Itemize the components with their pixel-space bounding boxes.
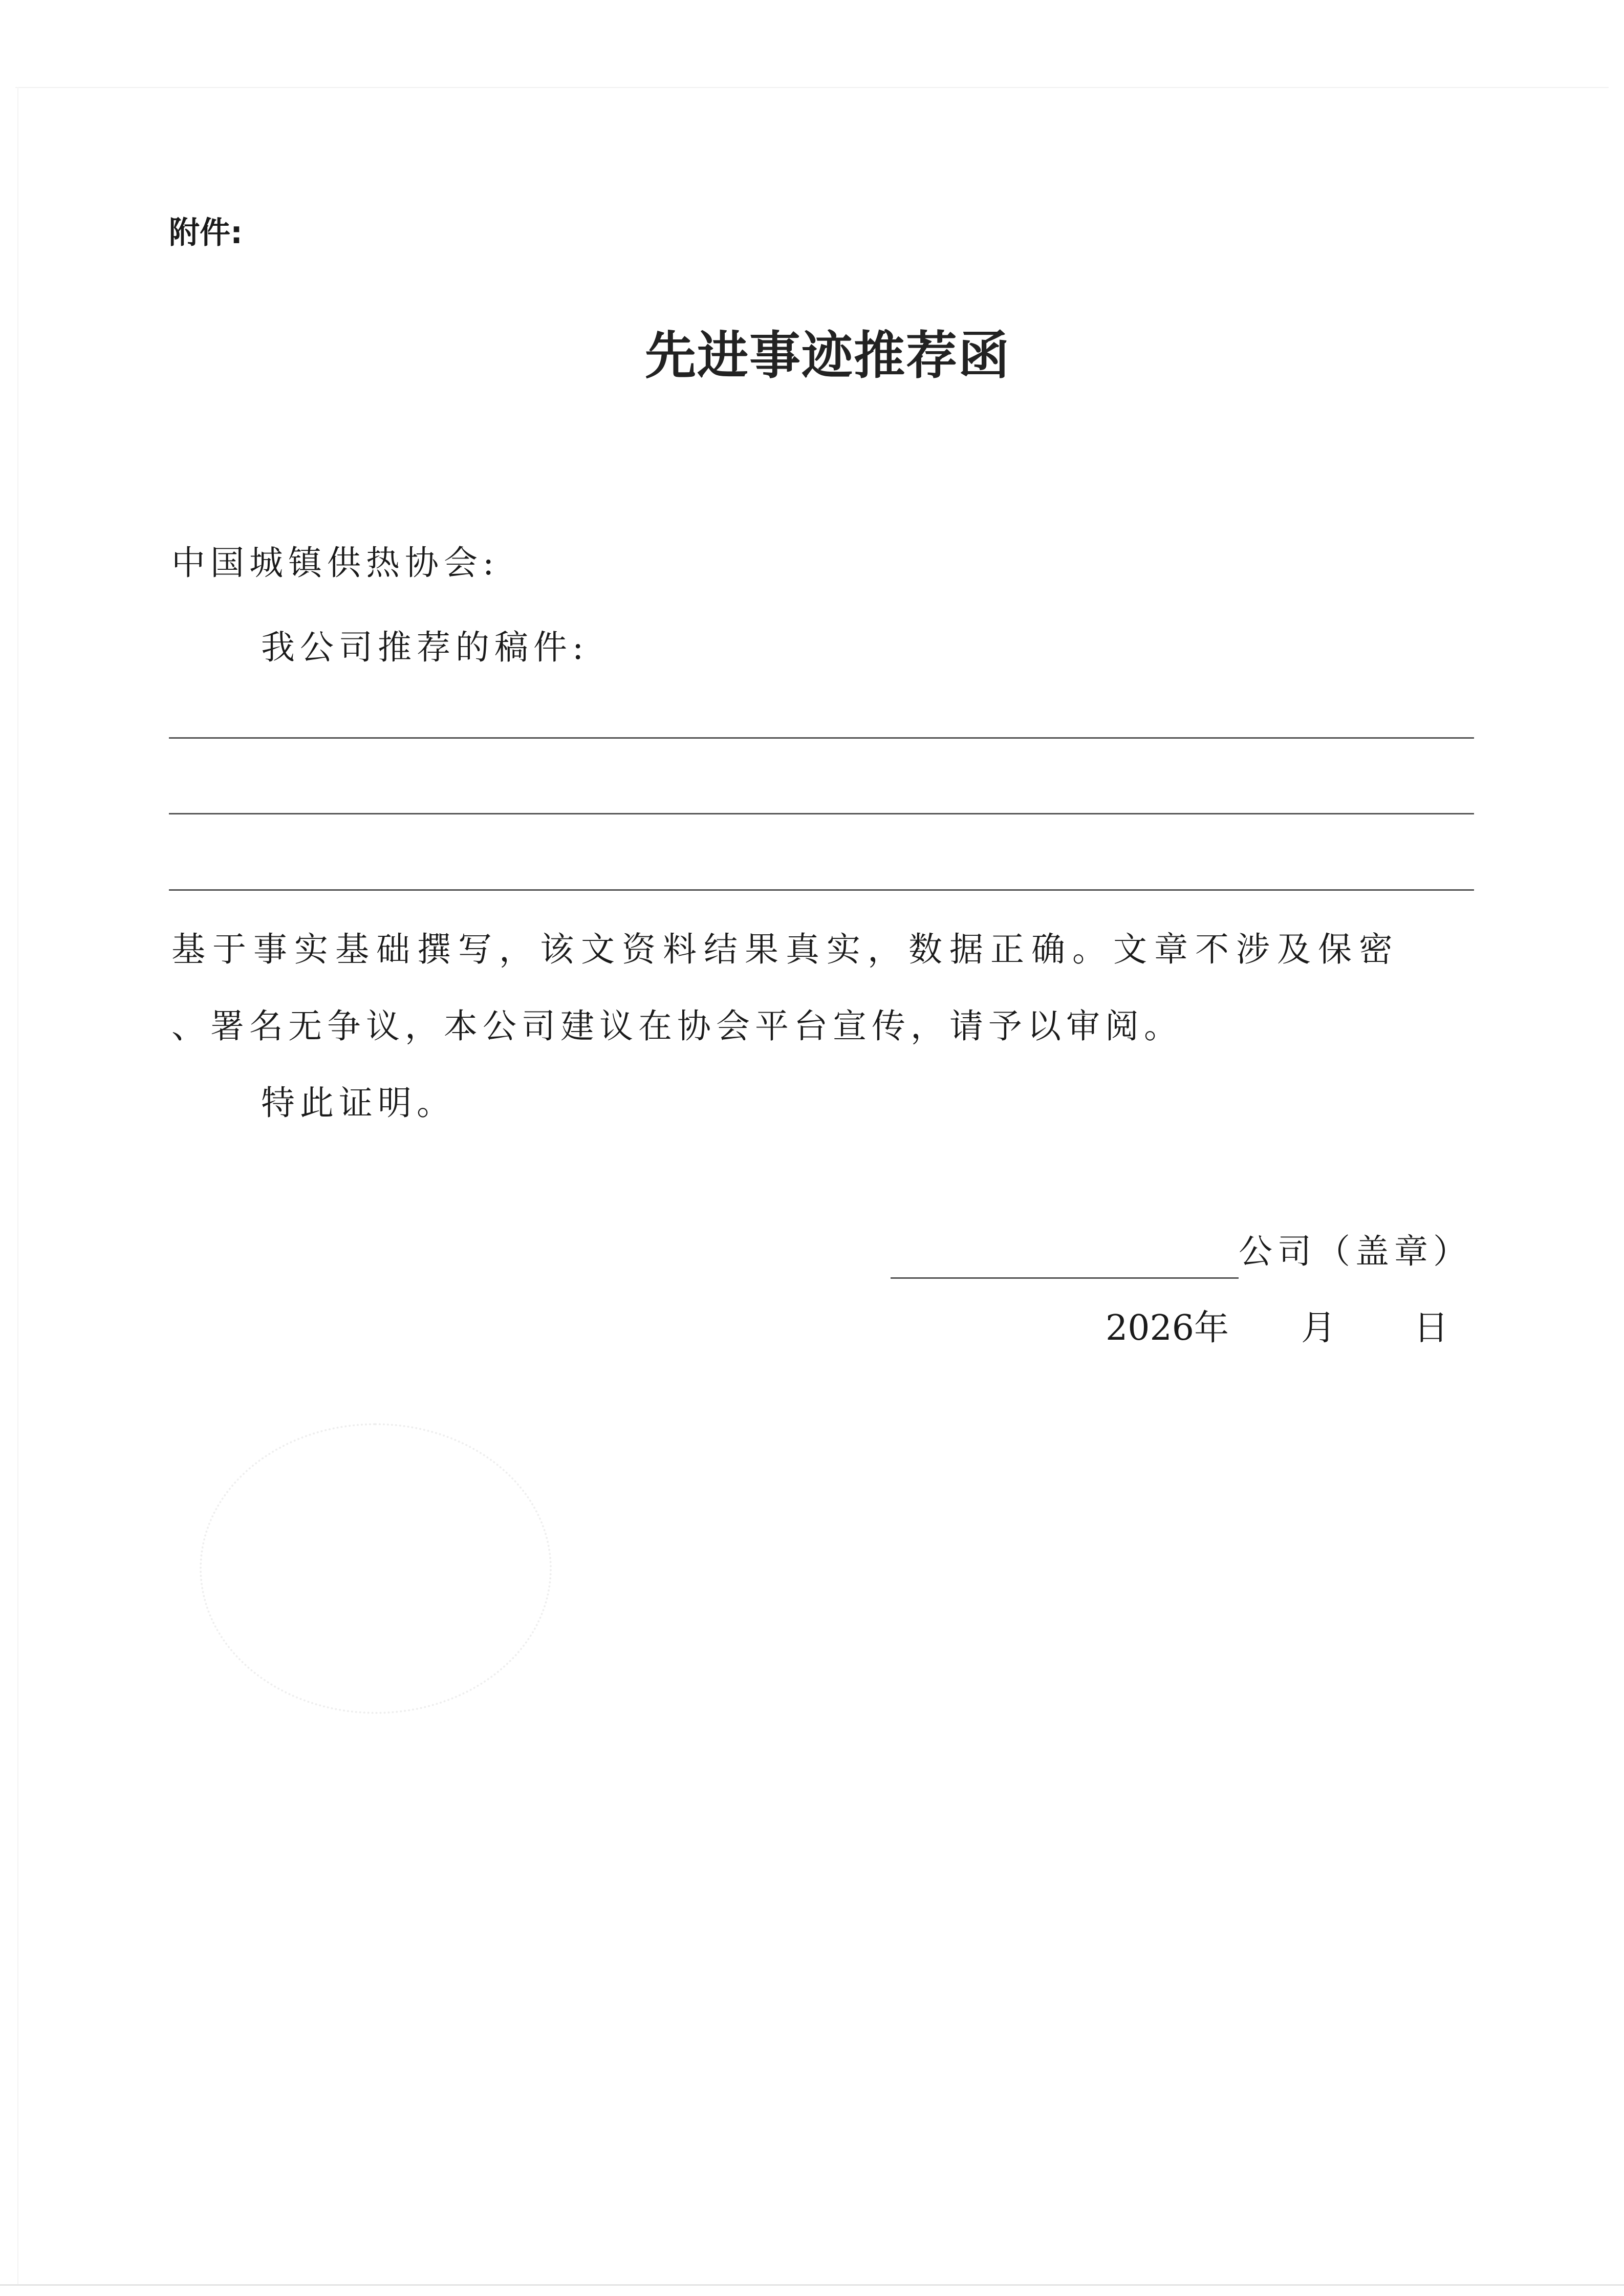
paragraph-line-1: 基于事实基础撰写，该文资料结果真实，数据正确。文章不涉及保密 [171, 930, 1400, 969]
fill-in-line-1 [169, 737, 1474, 739]
scan-edge-left [17, 87, 18, 2286]
faint-seal-impression [200, 1423, 552, 1714]
date-year: 2026年 [1106, 1308, 1229, 1348]
document-title: 先进事迹推荐函 [645, 326, 1010, 385]
scan-edge-top [15, 87, 1609, 88]
recommend-line: 我公司推荐的稿件: [261, 628, 589, 667]
fill-in-line-2 [169, 813, 1474, 814]
date-day: 日 [1414, 1308, 1449, 1348]
attachment-label: 附件: [169, 215, 243, 251]
company-name-blank [891, 1277, 1239, 1279]
closing-line: 特此证明。 [261, 1083, 456, 1123]
paragraph-line-2: 、署名无争议，本公司建议在协会平台宣传，请予以审阅。 [171, 1006, 1183, 1046]
date-month: 月 [1301, 1308, 1336, 1348]
company-stamp-label: 公司（盖章） [1239, 1232, 1472, 1271]
fill-in-line-3 [169, 889, 1474, 891]
salutation: 中国城镇供热协会: [171, 543, 500, 583]
scan-edge-bottom [0, 2284, 1624, 2286]
